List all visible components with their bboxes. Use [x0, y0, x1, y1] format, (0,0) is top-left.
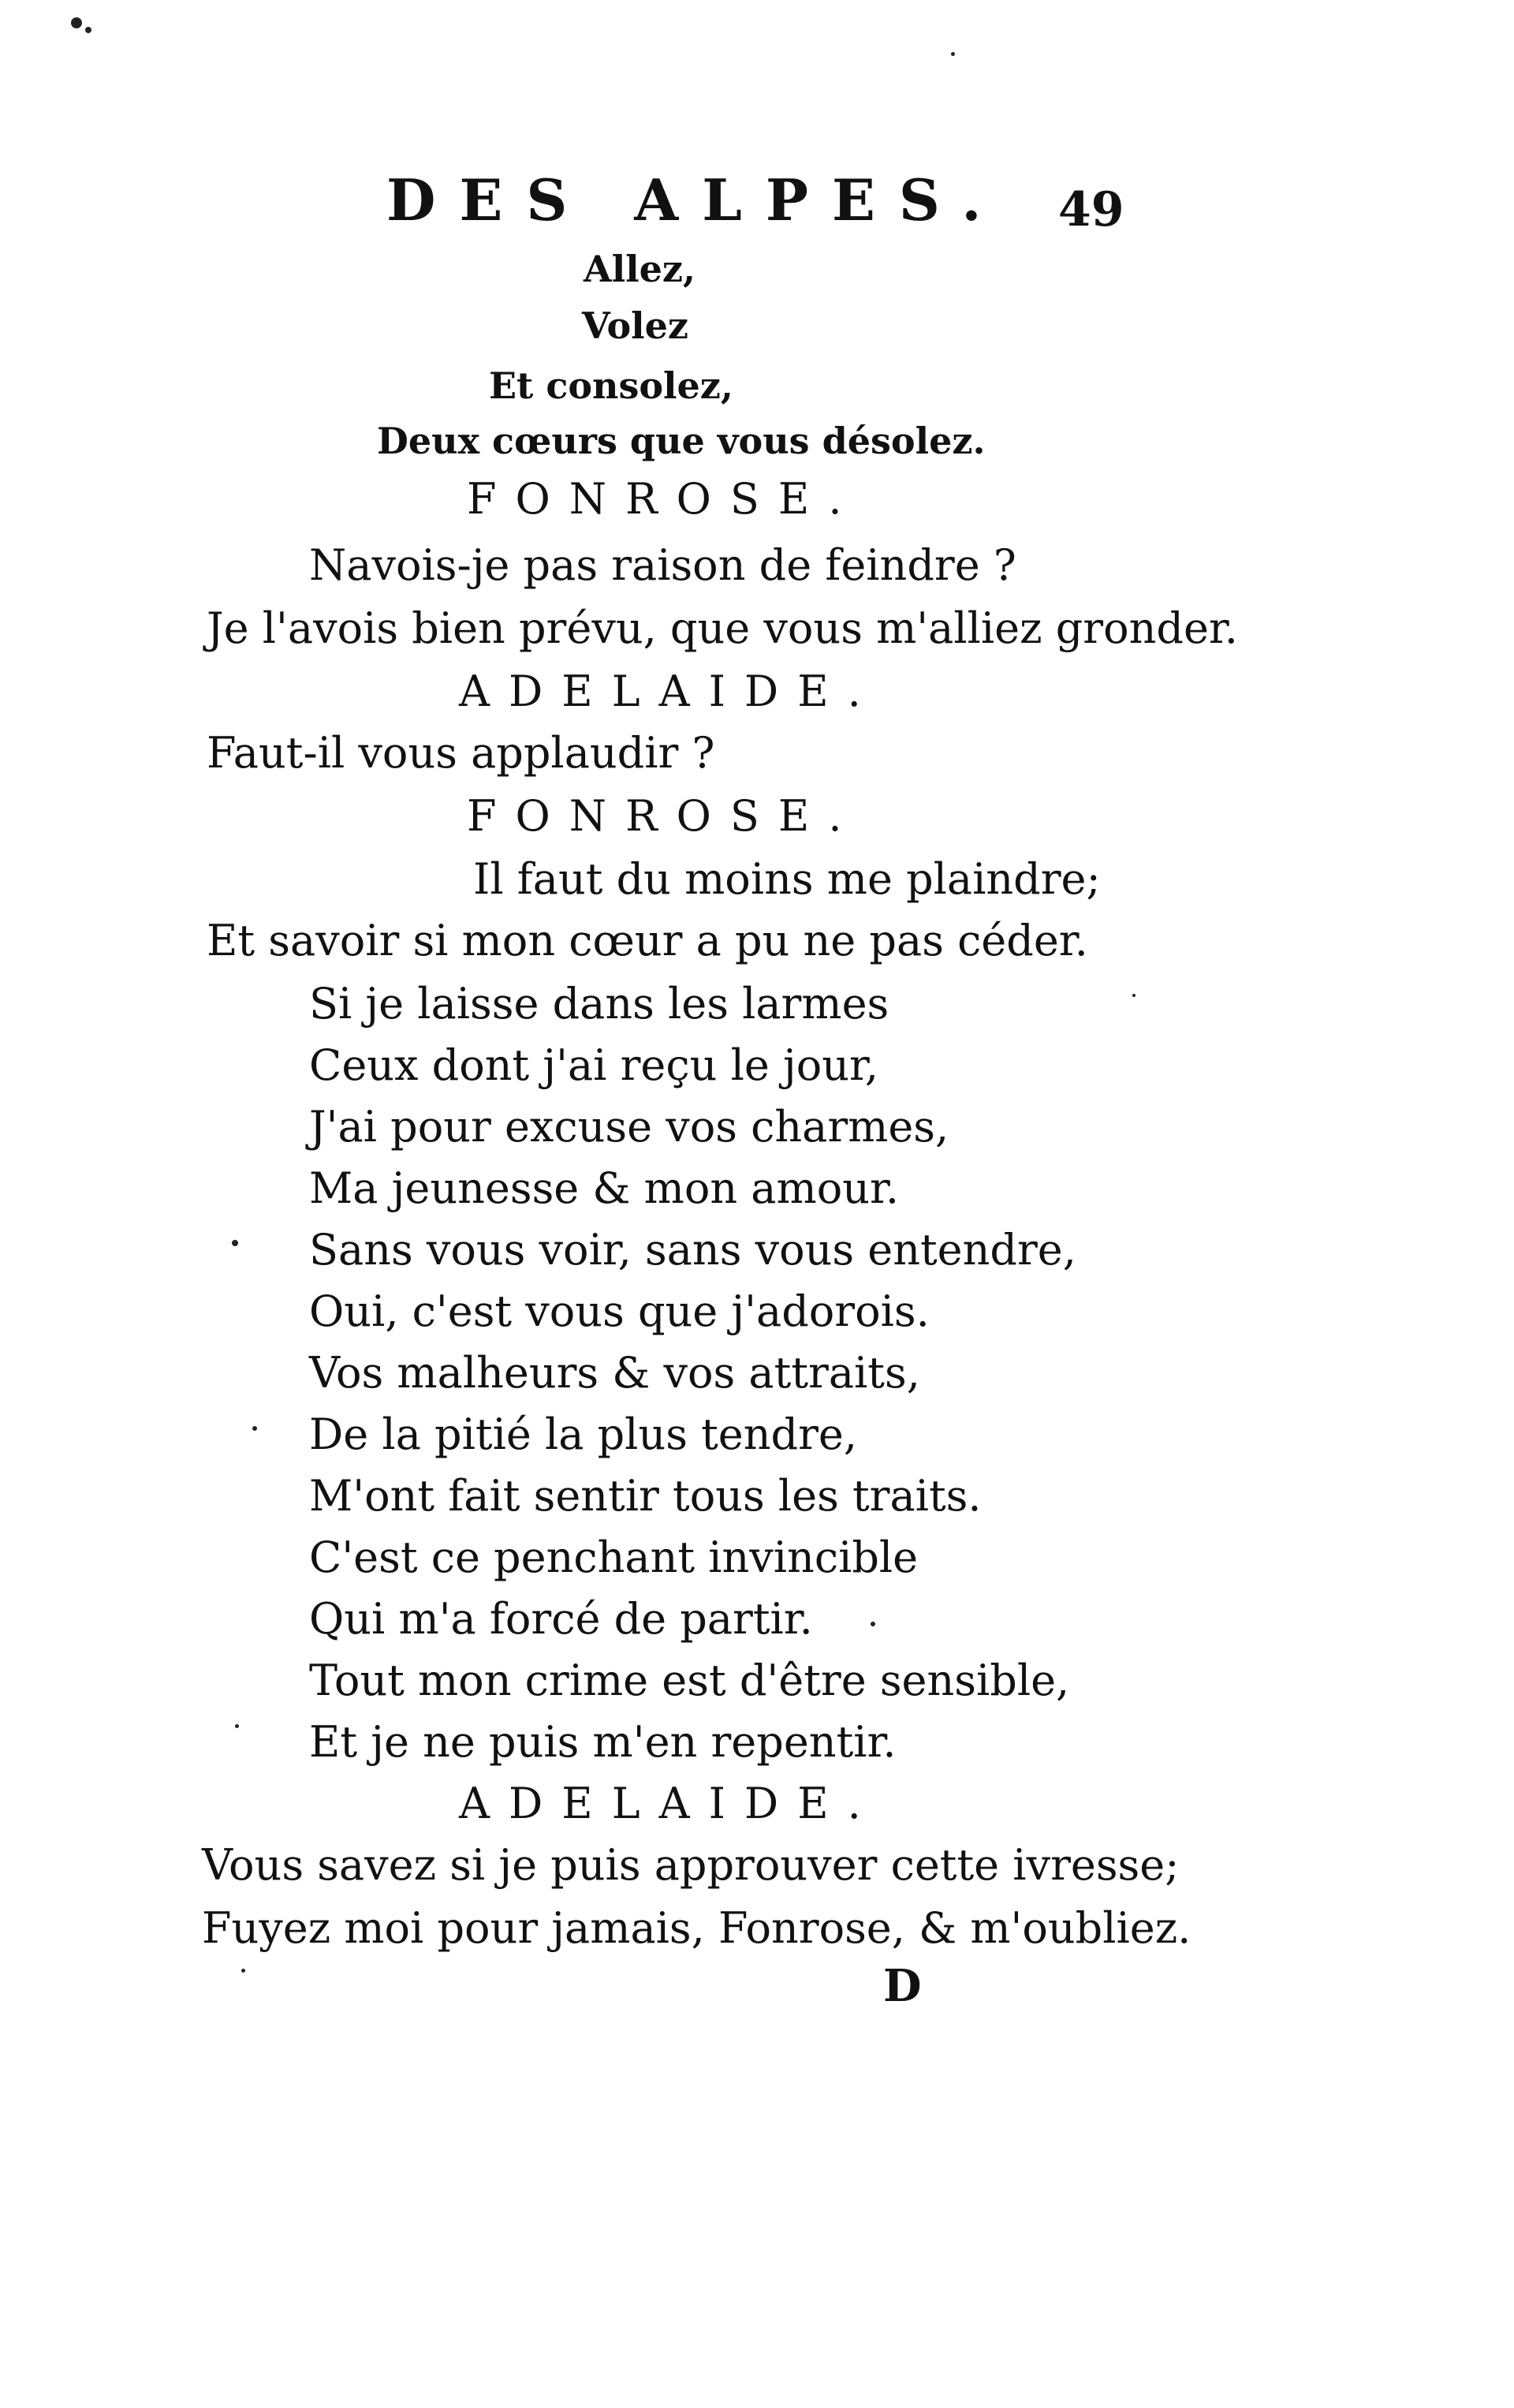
- verse-line: Et je ne puis m'en repentir.: [309, 1717, 897, 1767]
- ink-speck: [71, 17, 82, 28]
- ink-speck: [232, 1240, 238, 1246]
- ink-speck: [1132, 994, 1136, 997]
- verse-line: Sans vous voir, sans vous entendre,: [309, 1225, 1076, 1275]
- verse-line: Ma jeunesse & mon amour.: [309, 1163, 900, 1213]
- running-header: DES ALPES.: [386, 166, 1005, 233]
- verse-line: Navois-je pas raison de feindre ?: [309, 540, 1016, 590]
- signature-mark: D: [883, 1960, 922, 2012]
- verse-line: De la pitié la plus tendre,: [309, 1409, 858, 1459]
- verse-line: Et savoir si mon cœur a pu ne pas céder.: [207, 916, 1088, 965]
- verse-line: Tout mon crime est d'être sensible,: [309, 1656, 1070, 1705]
- verse-line: Volez: [582, 304, 689, 347]
- verse-line: J'ai pour excuse vos charmes,: [309, 1102, 949, 1152]
- ink-speck: [252, 1426, 257, 1431]
- verse-line: C'est ce penchant invincible: [309, 1533, 919, 1582]
- verse-line: Et consolez,: [489, 364, 733, 407]
- verse-line: Oui, c'est vous que j'adorois.: [309, 1286, 930, 1336]
- ink-speck: [85, 27, 91, 33]
- verse-line: Allez,: [584, 248, 696, 290]
- ink-speck: [241, 1969, 245, 1973]
- verse-line: Qui m'a forcé de partir.: [309, 1594, 813, 1644]
- verse-line: Il faut du moins me plaindre;: [473, 854, 1101, 904]
- speaker-name: FONROSE.: [467, 791, 861, 841]
- verse-line: Vos malheurs & vos attraits,: [309, 1348, 920, 1398]
- verse-line: M'ont fait sentir tous les traits.: [309, 1471, 982, 1521]
- speaker-name: FONROSE.: [467, 474, 861, 524]
- ink-speck: [951, 52, 955, 56]
- page-number: 49: [1058, 182, 1124, 237]
- speaker-name: ADELAIDE.: [459, 1779, 880, 1828]
- verse-line: Vous savez si je puis approuver cette ivresse;: [202, 1840, 1180, 1890]
- verse-line: Deux cœurs que vous désolez.: [377, 420, 986, 462]
- verse-line: Je l'avois bien prévu, que vous m'alliez gronder.: [207, 603, 1238, 653]
- verse-line: Fuyez moi pour jamais, Fonrose, & m'oubliez.: [202, 1903, 1191, 1953]
- verse-line: Ceux dont j'ai reçu le jour,: [309, 1040, 879, 1090]
- ink-speck: [235, 1724, 239, 1728]
- ink-speck: [871, 1622, 875, 1626]
- verse-line: Si je laisse dans les larmes: [309, 979, 889, 1029]
- verse-line: Faut-il vous applaudir ?: [207, 728, 715, 778]
- speaker-name: ADELAIDE.: [459, 666, 880, 716]
